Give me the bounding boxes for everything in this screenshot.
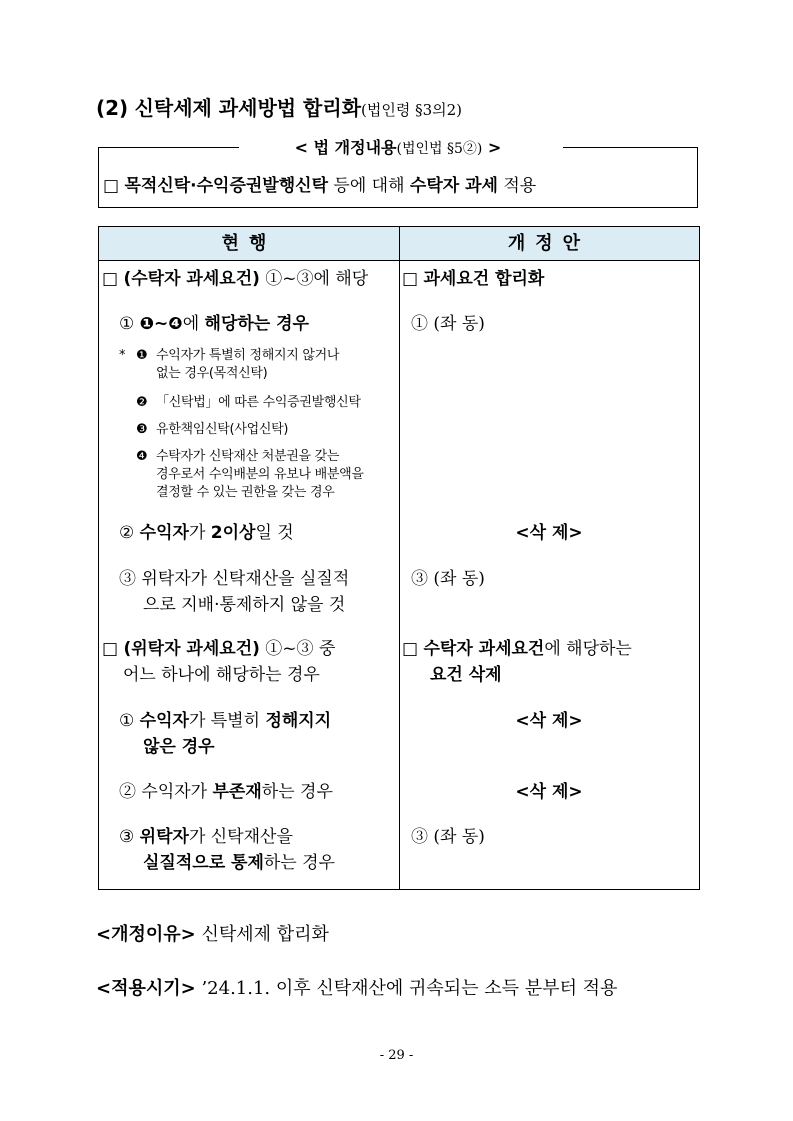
current-group2-line2: 어느 하나에 해당하는 경우 (123, 665, 320, 685)
current-g2-item1-line2: 않은 경우 (143, 737, 215, 757)
section-heading (96, 92, 462, 121)
proposed-group2: □ 수탁자 과세요건에 해당하는 (402, 639, 632, 659)
note4-mark: ❹ (136, 449, 148, 464)
note2-mark: ❷ (136, 395, 148, 410)
note2-text: 「신탁법」에 따른 수익증권발행신탁 (156, 395, 361, 410)
current-item1: ① ❶~❹에 해당하는 경우 (119, 314, 309, 334)
current-g2-item2: ② 수익자가 부존재하는 경우 (119, 782, 333, 802)
reason-text: 신탁세제 합리화 (195, 924, 329, 945)
checkbox-icon: □ (102, 269, 119, 289)
proposed-delete3: <삭 제> (515, 782, 583, 802)
summary-subject: 목적신탁·수익증권발행신탁 (124, 176, 328, 196)
proposed-same1: ① (좌 동) (411, 314, 485, 334)
summary-tax: 수탁자 과세 (409, 176, 498, 196)
checkbox-icon: □ (402, 269, 419, 289)
note1-mark: ❶ (136, 348, 148, 363)
current-item3-line2: 으로 지배·통제하지 않을 것 (143, 595, 346, 615)
current-item2: ② 수익자가 2이상일 것 (119, 523, 294, 543)
note4-line2: 경우로서 수익배분의 유보나 배분액을 (156, 467, 364, 482)
checkbox-icon: □ (402, 639, 419, 659)
proposed-group2-line2: 요건 삭제 (430, 665, 502, 685)
note4-line3: 결정할 수 있는 권한을 갖는 경우 (156, 485, 335, 500)
note1-line1: 수익자가 특별히 정해지지 않거나 (156, 348, 340, 363)
amendment-summary-box (98, 138, 698, 208)
proposed-same2: ③ (좌 동) (411, 569, 485, 589)
note1-line2: 없는 경우(목적신탁) (156, 366, 268, 381)
effective-line (96, 974, 617, 1000)
current-g2-item3: ③ 위탁자가 신탁재산을 (119, 827, 293, 847)
current-item3-line1: ③ 위탁자가 신탁재산을 실질적 (119, 569, 350, 589)
current-g2-item3-line2: 실질적으로 통제하는 경우 (143, 853, 335, 873)
checkbox-icon: □ (103, 176, 120, 196)
header-proposed: 개정안 (507, 233, 591, 254)
current-g2-item1: ① 수익자가 특별히 정해지지 (119, 711, 332, 731)
effective-text: ’24.1.1. 이후 신탁재산에 귀속되는 소득 분부터 적용 (195, 978, 618, 999)
effective-label: <적용시기> (96, 978, 196, 999)
section-reference: (법인령 §3의2) (361, 101, 463, 119)
proposed-group1: □ 과세요건 합리화 (402, 269, 545, 289)
note3-mark: ❸ (136, 422, 148, 437)
summary-line: □ 목적신탁·수익증권발행신탁 등에 대해 수탁자 과세 적용 (103, 176, 537, 196)
current-group1: □ (수탁자 과세요건) ①~③에 해당 (102, 269, 369, 289)
proposed-same3: ③ (좌 동) (411, 827, 485, 847)
header-current: 현행 (221, 233, 277, 254)
reason-line (96, 920, 329, 946)
summary-title: < 법 개정내용(법인법 §5②) > (99, 135, 697, 158)
proposed-delete2: <삭 제> (515, 711, 583, 731)
current-group2: □ (위탁자 과세요건) ①~③ 중 (102, 639, 336, 659)
summary-title-text: 법 개정내용 (313, 138, 397, 157)
section-number: (2) (96, 96, 129, 120)
section-title: 신탁세제 과세방법 합리화 (134, 96, 362, 120)
checkbox-icon: □ (102, 639, 119, 659)
reason-label: <개정이유> (96, 924, 196, 945)
page-number: - 29 - (379, 1048, 414, 1063)
note3-text: 유한책임신탁(사업신탁) (156, 422, 289, 437)
proposed-delete1: <삭 제> (515, 523, 583, 543)
note-star: * (119, 348, 126, 363)
comparison-table (98, 226, 700, 890)
note4-line1: 수탁자가 신탁재산 처분권을 갖는 (156, 449, 340, 464)
summary-title-ref: (법인법 §5②) (396, 141, 483, 157)
